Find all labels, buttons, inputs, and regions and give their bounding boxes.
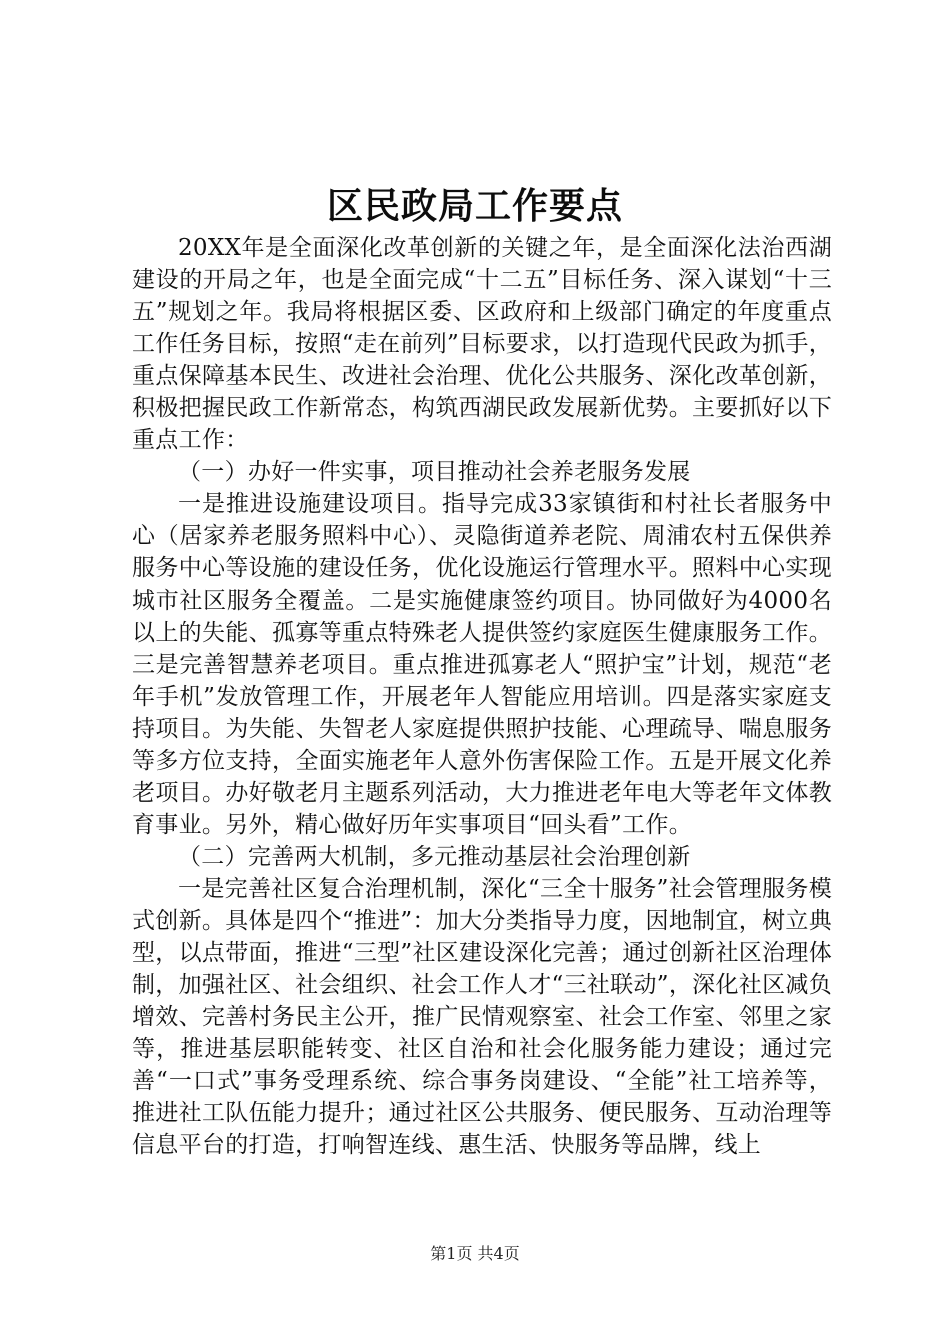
- section-heading-1: （一）办好一件实事，项目推动社会养老服务发展: [178, 459, 691, 486]
- document-title: 区民政局工作要点: [326, 185, 623, 227]
- document-body: [132, 232, 832, 1182]
- page-number: 第1页 共4页: [430, 1244, 520, 1263]
- intro-paragraph: 20XX年是全面深化改革创新的关键之年，是全面深化法治西湖建设的开局之年，也是全面完成“十二五”目标任务、深入谋划“十三五”规划之年。我局将根据区委、区政府和上级部门确定的年度重点工作任务目标，按照“走在前列”目标要求，以打造现代民政为抓手，重点保障基本民生、改进社会治理、优化公共服务、深化改革创新，积极把握民政工作新常态，构筑西湖民政发展新优势。主要抓好以下重点工作：: [132, 235, 832, 454]
- section-heading-2: （二）完善两大机制，多元推动基层社会治理创新: [178, 843, 691, 870]
- section-2-paragraph: 一是完善社区复合治理机制，深化“三全十服务”社会管理服务模式创新。具体是四个“推进”：加大分类指导力度，因地制宜，树立典型，以点带面，推进“三型”社区建设深化完善；通过创新社区治理体制，加强社区、社会组织、社会工作人才“三社联动”，深化社区减负增效、完善村务民主公开，推广民情观察室、社会工作室、邻里之家等，推进基层职能转变、社区自治和社会化服务能力建设；通过完善“一口式”事务受理系统、综合事务岗建设、“全能”社工培养等，推进社工队伍能力提升；通过社区公共服务、便民服务、互动治理等信息平台的打造，打响智连线、惠生活、快服务等品牌，线上: [132, 875, 832, 1159]
- section-1-paragraph: 一是推进设施建设项目。指导完成33家镇街和村社长者服务中心（居家养老服务照料中心）、灵隐街道养老院、周浦农村五保供养服务中心等设施的建设任务，优化设施运行管理水平。照料中心实现城市社区服务全覆盖。二是实施健康签约项目。协同做好为4000名以上的失能、孤寡等重点特殊老人提供签约家庭医生健康服务工作。三是完善智慧养老项目。重点推进孤寡老人“照护宝”计划，规范“老年手机”发放管理工作，开展老年人智能应用培训。四是落实家庭支持项目。为失能、失智老人家庭提供照护技能、心理疏导、喘息服务等多方位支持，全面实施老年人意外伤害保险工作。五是开展文化养老项目。办好敬老月主题系列活动，大力推进老年电大等老年文体教育事业。另外，精心做好历年实事项目“回头看”工作。: [132, 491, 832, 838]
